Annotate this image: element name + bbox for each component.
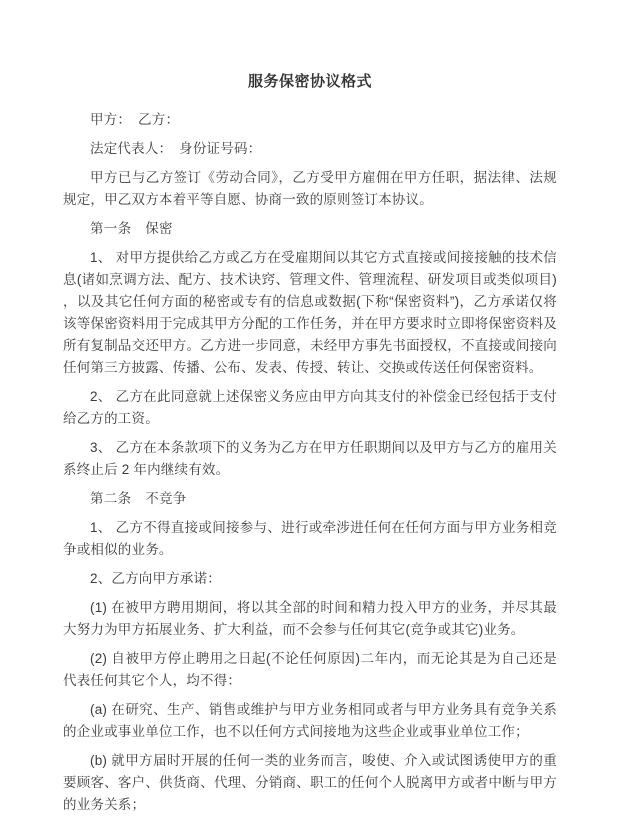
clause-1-1: 1、 对甲方提供给乙方或乙方在受雇期间以其它方式直接或间接接触的技术信息(诸如烹调方法、配方、技术诀窍、管理文件、管理流程、研发项目或类似项目)，以及其它任何方面的秘密或专有的信息或数据(下称“保密资料”)，乙方承诺仅将该等保密资料用于完成其甲方分配的工作任务，并在甲方要求时立即将保密资料及所有复制品交还甲方。乙方进一步同意，未经甲方事先书面授权，不直接或间接向任何第三方披露、传播、公布、发表、传授、转让、交换或传送任何保密资料。 [63,250,557,375]
article-2-heading: 第二条 不竞争 [90,491,187,506]
clause-2-2: 2、乙方向甲方承诺： [90,571,222,586]
clause-2-2-item-2: (2) 自被甲方停止聘用之日起(不论任何原因)二年内，而无论其是为自己还是代表任何其它个人，均不得： [63,651,557,688]
clause-1-2: 2、 乙方在此同意就上述保密义务应由甲方向其支付的补偿金已经包括于支付给乙方的工资。 [63,389,557,426]
clause-1-3: 3、 乙方在本条款项下的义务为乙方在甲方任职期间以及甲方与乙方的雇用关系终止后 2 年内继续有效。 [63,440,557,477]
clause-2-1: 1、 乙方不得直接或间接参与、进行或牵涉进任何在任何方面与甲方业务相竞争或相似的业务。 [63,520,557,557]
legal-rep-line: 法定代表人： 身份证号码： [90,141,262,156]
party-line: 甲方： 乙方： [90,112,180,127]
article-1-heading: 第一条 保密 [90,221,173,236]
document-title: 服务保密协议格式 [247,73,372,90]
clause-2-2-item-b: (b) 就甲方届时开展的任何一类的业务而言，唆使、介入或试图诱使甲方的重要顾客、客户、供货商、代理、分销商、职工的任何个人脱离甲方或者中断与甲方的业务关系； [63,753,557,812]
preamble-paragraph: 甲方已与乙方签订《劳动合同》，乙方受甲方雇佣在甲方任职，据法律、法规规定，甲乙双方本着平等自愿、协商一致的原则签订本协议。 [63,170,557,207]
clause-2-2-item-1: (1) 在被甲方聘用期间，将以其全部的时间和精力投入甲方的业务，并尽其最大努力为甲方拓展业务、扩大利益，而不会参与任何其它(竞争或其它)业务。 [63,600,557,637]
clause-2-2-item-a: (a) 在研究、生产、销售或维护与甲方业务相同或者与甲方业务具有竞争关系的企业或事业单位工作，也不以任何方式间接地为这些企业或事业单位工作； [63,702,557,739]
